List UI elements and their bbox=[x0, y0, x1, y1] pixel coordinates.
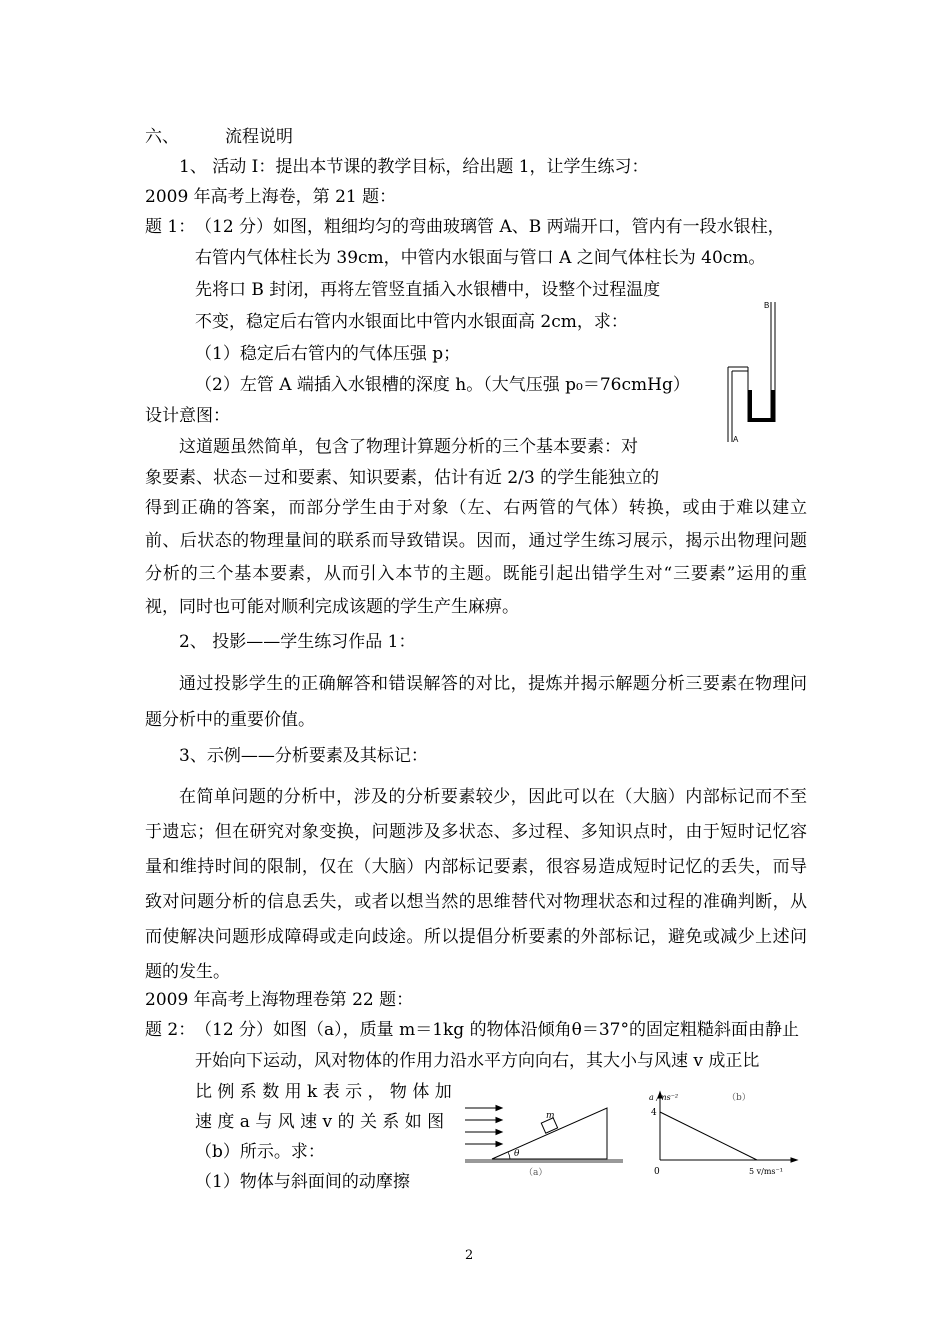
design-para-line1: 这道题虽然简单，包含了物理计算题分析的三个基本要素：对 bbox=[179, 437, 638, 457]
problem2-label: 题 2： bbox=[145, 1020, 196, 1040]
wind-arrows bbox=[465, 1106, 502, 1147]
problem1-label: 题 1： bbox=[145, 217, 196, 237]
ground-hatch bbox=[465, 1159, 623, 1163]
graph-ylabel: a /ms⁻² bbox=[649, 1093, 679, 1102]
graph-line bbox=[660, 1112, 757, 1160]
problem1-line3: 先将口 B 封闭，再将左管竖直插入水银槽中，设整个过程温度 bbox=[195, 280, 661, 300]
problem2-line4: 速 度 a 与 风 速 v 的 关 系 如 图 bbox=[195, 1112, 445, 1132]
problem2-line1: （12 分）如图（a），质量 m＝1kg 的物体沿倾角θ＝37°的固定粗糙斜面由静止 bbox=[195, 1020, 799, 1040]
problem1-line1: （12 分）如图，粗细均匀的弯曲玻璃管 A、B 两端开口，管内有一段水银柱， bbox=[195, 217, 785, 237]
section-title: 流程说明 bbox=[225, 127, 293, 147]
fig-a-caption: （a） bbox=[524, 1168, 548, 1178]
angle-label: θ bbox=[514, 1149, 520, 1159]
design-heading: 设计意图： bbox=[145, 406, 230, 426]
av-graph bbox=[645, 1088, 805, 1178]
design-para-rest: 得到正确的答案，而部分学生由于对象（左、右两管的气体）转换，或由于难以建立前、后状态的物理量间的联系而导致错误。因而，通过学生练习展示，揭示出物理问题分析的三个基本要素，从而引入本节的主题。既能引起出错学生对“三要素”运用的重视，同时也可能对顺利完成该题的学生产生麻痹。 bbox=[145, 498, 807, 617]
problem2-line6: （1）物体与斜面间的动摩擦 bbox=[195, 1172, 410, 1192]
page-number: 2 bbox=[465, 1248, 474, 1263]
problem1-source: 2009 年高考上海卷，第 21 题： bbox=[145, 187, 397, 207]
item3-para: 在简单问题的分析中，涉及的分析要素较少，因此可以在（大脑）内部标记而不至于遗忘；但在研究对象变换，问题涉及多状态、多过程、多知识点时，由于短时记忆容量和维持时间的限制，仅在（大脑）内部标记要素，很容易造成短时记忆的丢失，而导致对问题分析的信息丢失，或者以想当然的思维替代对物理状态和过程的准确判断，从而使解决问题形成障碍或走向歧途。所以提倡分析要素的外部标记，避免或减少上述问题的发生。 bbox=[145, 787, 807, 982]
label-b: B bbox=[764, 301, 770, 310]
problem1-line2: 右管内气体柱长为 39cm，中管内水银面与管口 A 之间气体柱长为 40cm。 bbox=[195, 248, 766, 268]
angle-arc bbox=[508, 1152, 510, 1159]
problem2-line3: 比 例 系 数 用 k 表 示 ， 物 体 加 bbox=[195, 1082, 452, 1102]
graph-caption: （b） bbox=[727, 1093, 751, 1103]
item3-heading: 3、示例——分析要素及其标记： bbox=[179, 746, 428, 766]
label-a: A bbox=[733, 435, 739, 444]
graph-ytick: 4 bbox=[651, 1108, 657, 1118]
problem1-q1: （1）稳定后右管内的气体压强 p； bbox=[195, 344, 461, 364]
design-para-line2: 象要素、状态－过和要素、知识要素，估计有近 2/3 的学生能独立的 bbox=[145, 468, 660, 488]
problem2-line5: （b）所示。求： bbox=[195, 1142, 325, 1162]
mass-label: m bbox=[546, 1111, 555, 1121]
problem2-source: 2009 年高考上海物理卷第 22 题： bbox=[145, 990, 414, 1010]
item2-para: 通过投影学生的正确解答和错误解答的对比，提炼并揭示解题分析三要素在物理问题分析中的重要价值。 bbox=[145, 674, 807, 730]
graph-origin: 0 bbox=[654, 1167, 660, 1177]
section-number: 六、 bbox=[145, 127, 179, 147]
incline-figure bbox=[462, 1100, 627, 1180]
problem1-q2: （2）左管 A 端插入水银槽的深度 h。（大气压强 p₀＝76cmHg） bbox=[195, 375, 690, 395]
u-tube-figure bbox=[720, 292, 780, 452]
problem1-line4: 不变，稳定后右管内水银面比中管内水银面高 2cm，求： bbox=[195, 312, 628, 332]
activity1-line: 1、 活动 I：提出本节课的教学目标，给出题 1，让学生练习： bbox=[179, 157, 649, 177]
graph-xlabel: 5 v/ms⁻¹ bbox=[749, 1167, 783, 1176]
item2-heading: 2、 投影——学生练习作品 1： bbox=[179, 632, 416, 652]
problem2-line2: 开始向下运动，风对物体的作用力沿水平方向向右，其大小与风速 v 成正比 bbox=[195, 1051, 760, 1071]
